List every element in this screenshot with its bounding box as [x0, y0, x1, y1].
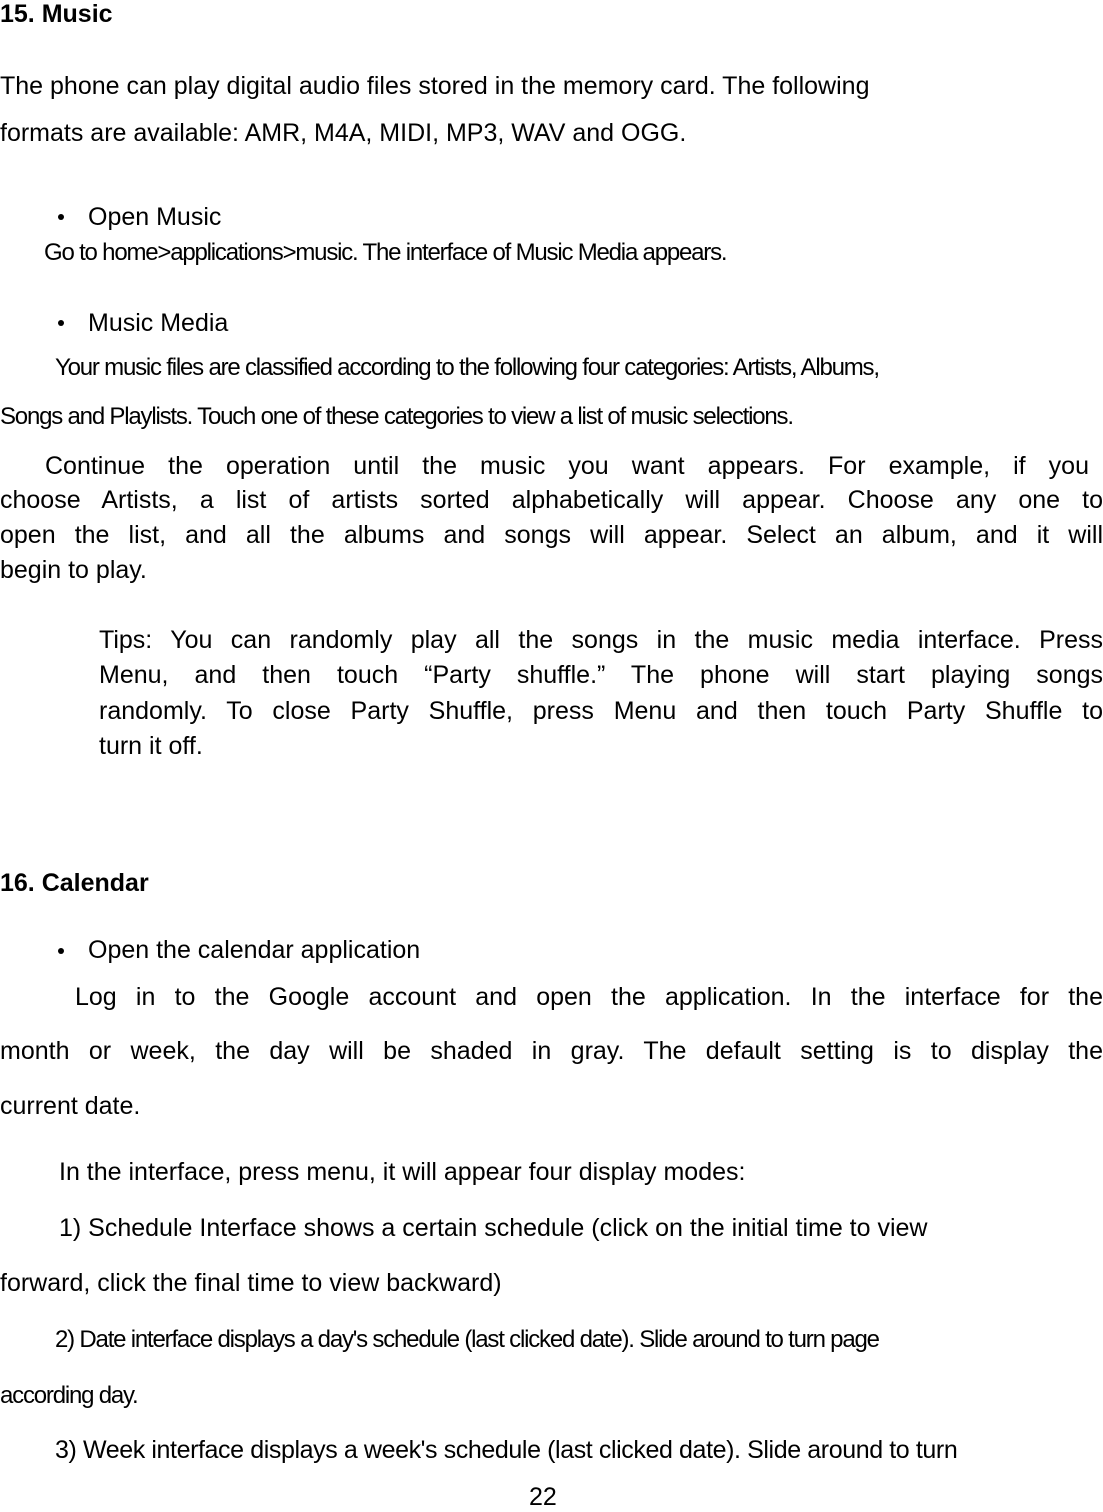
bullet-icon	[58, 948, 64, 954]
mode-2-line-2: according day.	[0, 1382, 138, 1409]
tips-line-2: Menu, and then touch “Party shuffle.” The phone will start playing songs	[99, 661, 1103, 689]
open-calendar-text-line-1: Log in to the Google account and open the application. In the interface for the	[75, 983, 1103, 1011]
open-calendar-text-line-2: month or week, the day will be shaded in gray. The default setting is to display the	[0, 1037, 1103, 1065]
mode-2-line-1: 2) Date interface displays a day's schedule (last clicked date). Slide around to turn page	[55, 1326, 879, 1353]
open-music-text: Go to home>applications>music. The interface of Music Media appears.	[44, 239, 727, 266]
bullet-icon	[58, 214, 64, 220]
continue-line-4: begin to play.	[0, 556, 147, 584]
mode-1-line-1: 1) Schedule Interface shows a certain schedule (click on the initial time to view	[59, 1214, 928, 1242]
tips-line-4: turn it off.	[99, 732, 203, 760]
music-heading: 15. Music	[0, 0, 113, 28]
music-media-text-line-1: Your music files are classified according to the following four categories: Artists, Albums,	[55, 354, 879, 381]
calendar-heading: 16. Calendar	[0, 869, 149, 897]
continue-line-3: open the list, and all the albums and songs will appear. Select an album, and it will	[0, 521, 1103, 549]
page-number: 22	[529, 1483, 557, 1511]
display-modes-intro: In the interface, press menu, it will appear four display modes:	[59, 1158, 746, 1186]
music-media-text-line-2: Songs and Playlists. Touch one of these categories to view a list of music selections.	[0, 403, 793, 430]
open-music-title: Open Music	[88, 203, 222, 231]
mode-3-line-1: 3) Week interface displays a week's schedule (last clicked date). Slide around to turn	[55, 1436, 958, 1464]
continue-line-1: Continue the operation until the music you want appears. For example, if you	[45, 452, 1089, 480]
music-intro-line-1: The phone can play digital audio files stored in the memory card. The following	[0, 72, 870, 100]
bullet-icon	[58, 320, 64, 326]
music-intro-line-2: formats are available: AMR, M4A, MIDI, MP3, WAV and OGG.	[0, 119, 687, 147]
mode-1-line-2: forward, click the final time to view backward)	[0, 1269, 502, 1297]
tips-line-1: Tips: You can randomly play all the songs in the music media interface. Press	[99, 626, 1103, 654]
continue-line-2: choose Artists, a list of artists sorted alphabetically will appear. Choose any one to	[0, 486, 1103, 514]
open-calendar-title: Open the calendar application	[88, 936, 421, 964]
open-calendar-text-line-3: current date.	[0, 1092, 141, 1120]
music-media-title: Music Media	[88, 309, 229, 337]
tips-line-3: randomly. To close Party Shuffle, press Menu and then touch Party Shuffle to	[99, 697, 1103, 725]
